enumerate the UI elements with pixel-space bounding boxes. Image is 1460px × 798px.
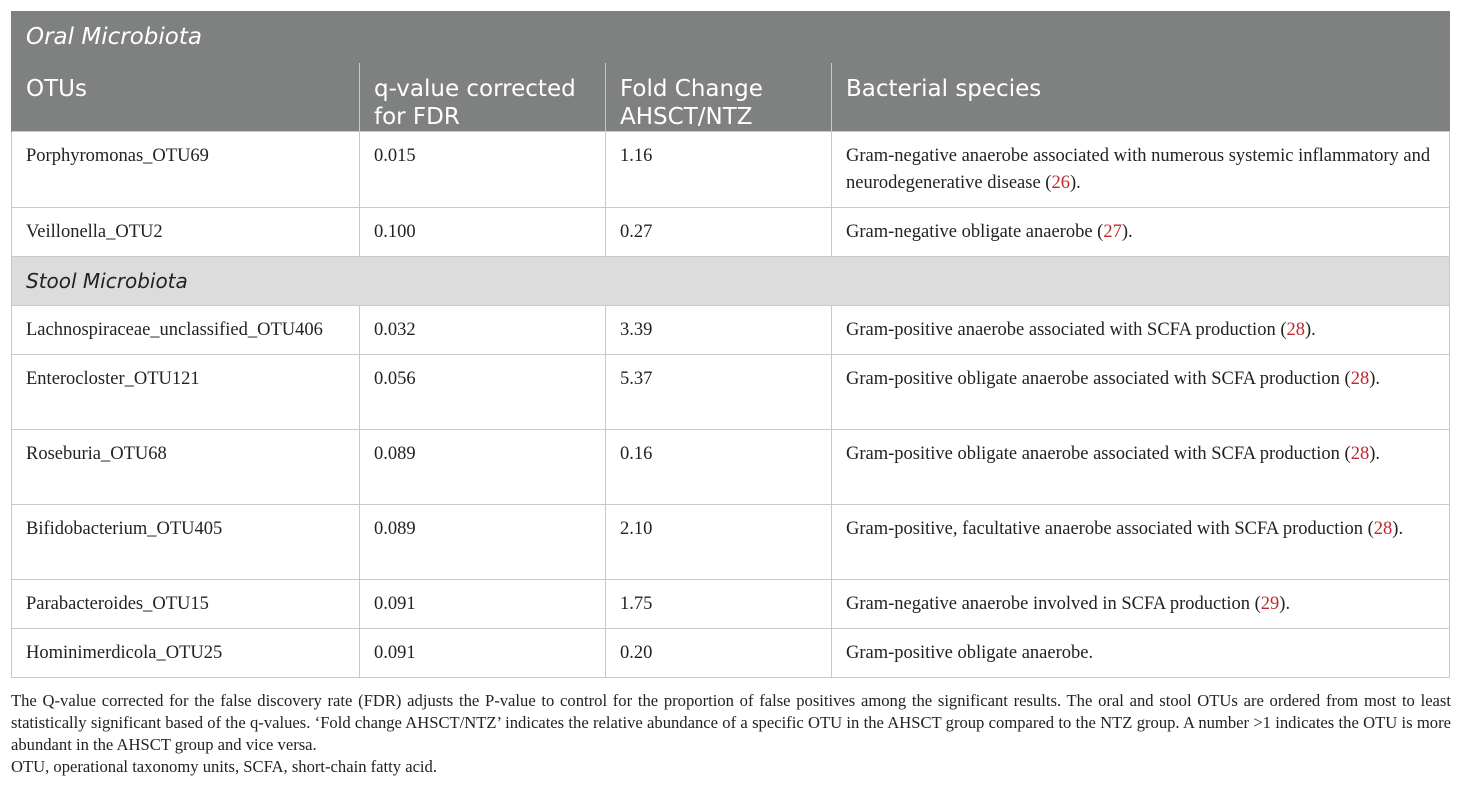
species-suffix: ). — [1304, 320, 1316, 340]
species-cell — [832, 355, 1450, 430]
otu-cell: Porphyromonas_OTU69 — [12, 132, 360, 208]
otu-cell: Hominimerdicola_OTU25 — [12, 629, 360, 678]
species-text: Gram-positive obligate anaerobe associated with SCFA production ( — [846, 369, 1351, 389]
column-header-bacterial-species: Bacterial species — [832, 63, 1450, 132]
fold-change-cell: 2.10 — [606, 505, 832, 580]
otu-cell: Enterocloster_OTU121 — [12, 355, 360, 430]
species-cell — [832, 580, 1450, 629]
table-row — [12, 505, 1450, 580]
otu-cell: Roseburia_OTU68 — [12, 430, 360, 505]
table-row — [12, 306, 1450, 355]
footnote-abbreviations: OTU, operational taxonomy units, SCFA, short-chain fatty acid. — [11, 757, 437, 776]
reference-link[interactable]: 28 — [1373, 519, 1393, 539]
otu-cell: Parabacteroides_OTU15 — [12, 580, 360, 629]
fold-change-cell: 3.39 — [606, 306, 832, 355]
species-suffix: ). — [1369, 369, 1380, 389]
results-table-container — [11, 11, 1449, 678]
table-row — [12, 132, 1450, 208]
reference-link[interactable]: 29 — [1260, 594, 1280, 614]
species-cell — [832, 132, 1450, 208]
q-value-cell: 0.015 — [360, 132, 606, 208]
otu-cell: Lachnospiraceae_unclassified_OTU406 — [12, 306, 360, 355]
oral-section-header — [12, 12, 1450, 63]
column-header-otus: OTUs — [12, 63, 360, 132]
species-text: Gram-negative anaerobe associated with numerous systemic inflammatory and neurodegenerative disease ( — [846, 146, 1431, 193]
reference-link[interactable]: 28 — [1350, 369, 1370, 389]
species-suffix: ). — [1279, 594, 1291, 614]
otu-table — [11, 11, 1450, 678]
species-cell — [832, 306, 1450, 355]
species-cell — [832, 629, 1450, 678]
reference-link[interactable]: 27 — [1103, 222, 1122, 242]
q-value-cell: 0.091 — [360, 629, 606, 678]
footnote-description: The Q-value corrected for the false discovery rate (FDR) adjusts the P-value to control for the proportion of false positives among the significant results. The oral and stool OTUs are ordered from most to least statistically significant based of the q-values. ‘Fold change AHSCT/NTZ’ indicates the relative abundance of a specific OTU in the AHSCT group compared to the NTZ group. A number >1 indicates the OTU is more abundant in the AHSCT group and vice versa. — [11, 691, 1451, 754]
fold-change-cell: 0.20 — [606, 629, 832, 678]
otu-cell: Veillonella_OTU2 — [12, 208, 360, 257]
species-cell — [832, 505, 1450, 580]
q-value-cell: 0.032 — [360, 306, 606, 355]
reference-link[interactable]: 28 — [1286, 320, 1305, 340]
species-text: Gram-positive obligate anaerobe associated with SCFA production ( — [846, 444, 1351, 464]
column-header-q-value: q-value corrected for FDR — [360, 63, 606, 132]
species-cell — [832, 208, 1450, 257]
q-value-cell: 0.091 — [360, 580, 606, 629]
q-value-cell: 0.089 — [360, 505, 606, 580]
fold-change-cell: 1.16 — [606, 132, 832, 208]
species-suffix: ). — [1069, 173, 1081, 193]
species-text: Gram-negative obligate anaerobe ( — [846, 222, 1104, 242]
otu-cell: Bifidobacterium_OTU405 — [12, 505, 360, 580]
fold-change-cell: 5.37 — [606, 355, 832, 430]
species-text: Gram-positive anaerobe associated with SCFA production ( — [846, 320, 1287, 340]
species-suffix: ). — [1369, 444, 1380, 464]
fold-change-cell: 1.75 — [606, 580, 832, 629]
table-row — [12, 629, 1450, 678]
species-text: Gram-positive obligate anaerobe. — [846, 643, 1094, 663]
fold-change-cell: 0.16 — [606, 430, 832, 505]
stool-section-title: Stool Microbiota — [12, 257, 1450, 306]
table-row — [12, 580, 1450, 629]
q-value-cell: 0.100 — [360, 208, 606, 257]
table-row — [12, 430, 1450, 505]
reference-link[interactable]: 28 — [1350, 444, 1370, 464]
species-text: Gram-positive, facultative anaerobe associated with SCFA production ( — [846, 519, 1374, 539]
stool-section-header — [12, 257, 1450, 306]
column-header-row — [12, 63, 1450, 132]
column-header-fold-change: Fold Change AHSCT/NTZ — [606, 63, 832, 132]
fold-change-cell: 0.27 — [606, 208, 832, 257]
species-cell — [832, 430, 1450, 505]
species-suffix: ). — [1121, 222, 1133, 242]
table-row — [12, 208, 1450, 257]
species-suffix: ). — [1392, 519, 1404, 539]
table-footnote — [11, 690, 1451, 778]
reference-link[interactable]: 26 — [1051, 173, 1070, 193]
oral-section-title: Oral Microbiota — [12, 12, 1450, 63]
q-value-cell: 0.056 — [360, 355, 606, 430]
species-text: Gram-negative anaerobe involved in SCFA production ( — [846, 594, 1261, 614]
table-row — [12, 355, 1450, 430]
q-value-cell: 0.089 — [360, 430, 606, 505]
